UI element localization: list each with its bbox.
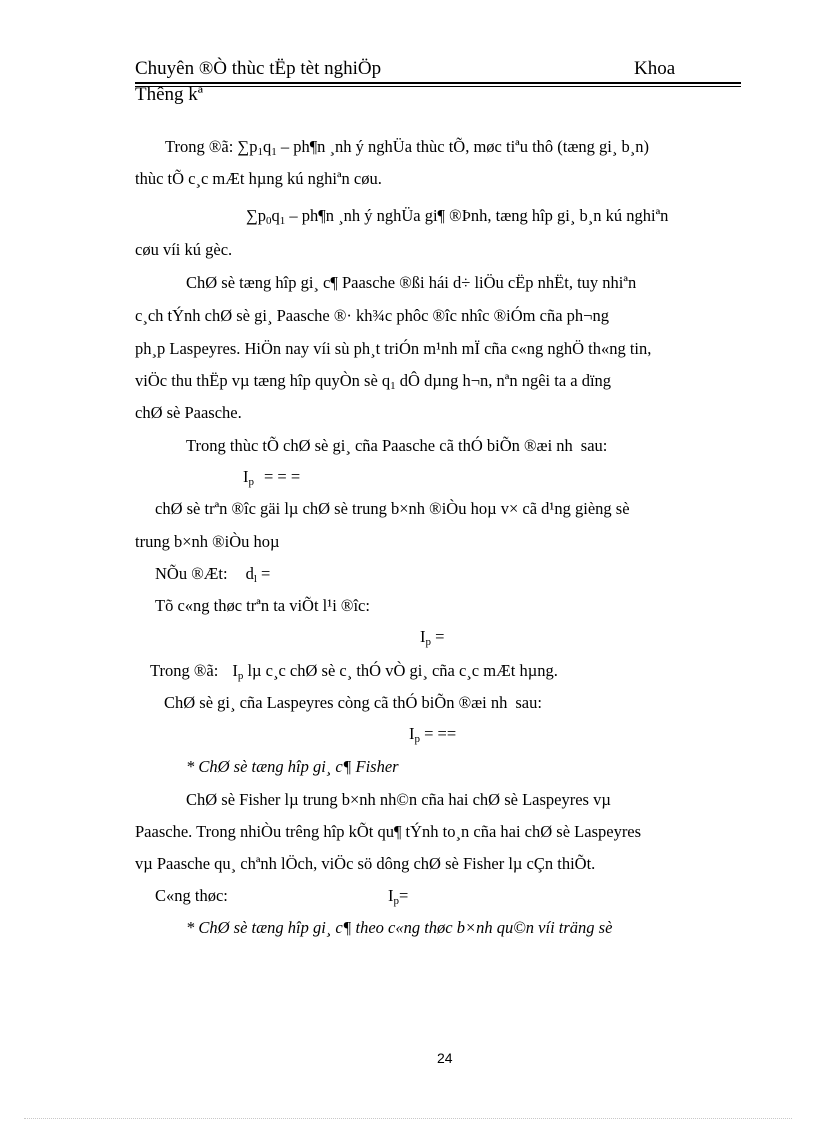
paragraph-line: ph¸p Laspeyres. HiÖn nay víi sù ph¸t triÓn m¹nh mÏ cña c«ng nghÖ th«ng tin, [135,339,652,358]
paragraph-line: ChØ sè gi¸ cña Laspeyres còng cã thÓ biÕn ®æi nh sau: [164,693,542,712]
section-heading-fisher: * ChØ sè tæng hîp gi¸ c¶ Fisher [186,757,399,776]
header-subtitle: Thêng kª [135,84,204,105]
formula-laspeyres: $I_p$ = == [409,724,457,745]
section-heading-weighted: * ChØ sè tæng hîp gi¸ c¶ theo c«ng thøc b×nh qu©n víi träng sè [186,918,613,937]
paragraph-line: thùc tÕ c¸c mÆt hµng kú nghiªn cøu. [135,169,382,188]
paragraph-line: Trong ®ã: $I_p$ lµ c¸c chØ sè c¸ thÓ vÒ gi¸ cña c¸c mÆt hµng. [150,661,558,682]
formula-derived: $I_p$ = [420,627,445,648]
formula-fisher: $I_p=$ [388,886,409,907]
paragraph-line: chØ sè trªn ®îc gäi lµ chØ sè trung b×nh ®iÒu hoµ v× cã d¹ng gièng sè [155,499,630,518]
formula-paasche: $I_p$ = = = [243,467,301,488]
paragraph-line: c¸ch tÝnh chØ sè gi¸ Paasche ®· kh¾c phôc ®îc nhîc ®iÓm cña ph¬ng [135,306,609,325]
paragraph-line: Trong ®ã: $\sum p_1q_1$ – ph¶n ¸nh ý nghÜa thùc tÕ, møc tiªu thô (tæng gi¸ b¸n) [165,137,649,158]
header-department: Khoa [634,58,676,79]
footer-divider [24,1118,792,1119]
header-rule-thick [135,82,741,84]
paragraph-line: NÕu ®Æt: $d_l$ = [155,564,271,585]
paragraph-line: ChØ sè tæng hîp gi¸ c¶ Paasche ®ßi hái d÷ liÖu cËp nhËt, tuy nhiªn [186,273,637,292]
page-number: 24 [437,1050,453,1066]
header-title: Chuyên ®Ò thùc tËp tèt nghiÖp [135,58,382,79]
paragraph-line: viÖc thu thËp vµ tæng hîp quyÒn sè $q_1$ dÔ dµng h¬n, nªn ngêi ta a dïng [135,371,612,392]
paragraph-line: chØ sè Paasche. [135,403,242,422]
paragraph-line: Trong thùc tÕ chØ sè gi¸ cña Paasche cã thÓ biÕn ®æi nh sau: [186,436,608,455]
paragraph-line: C«ng thøc: [155,886,228,905]
paragraph-line: $\sum p_0q_1$ – ph¶n ¸nh ý nghÜa gi¶ ®Þnh, tæng hîp gi¸ b¸n kú nghiªn [246,206,669,227]
paragraph-line: vµ Paasche qu¸ chªnh lÖch, viÖc sö dông chØ sè Fisher lµ cÇn thiÕt. [135,854,596,873]
paragraph-line: Paasche. Trong nhiÒu trêng hîp kÕt qu¶ tÝnh to¸n cña hai chØ sè Laspeyres [135,822,642,841]
paragraph-line: Tõ c«ng thøc trªn ta viÕt l¹i ®îc: [155,596,370,615]
paragraph-line: cøu víi kú gèc. [135,240,233,259]
paragraph-line: trung b×nh ®iÒu hoµ [135,532,280,551]
paragraph-line: ChØ sè Fisher lµ trung b×nh nh©n cña hai chØ sè Laspeyres vµ [186,790,611,809]
header-rule-thin [135,86,741,87]
